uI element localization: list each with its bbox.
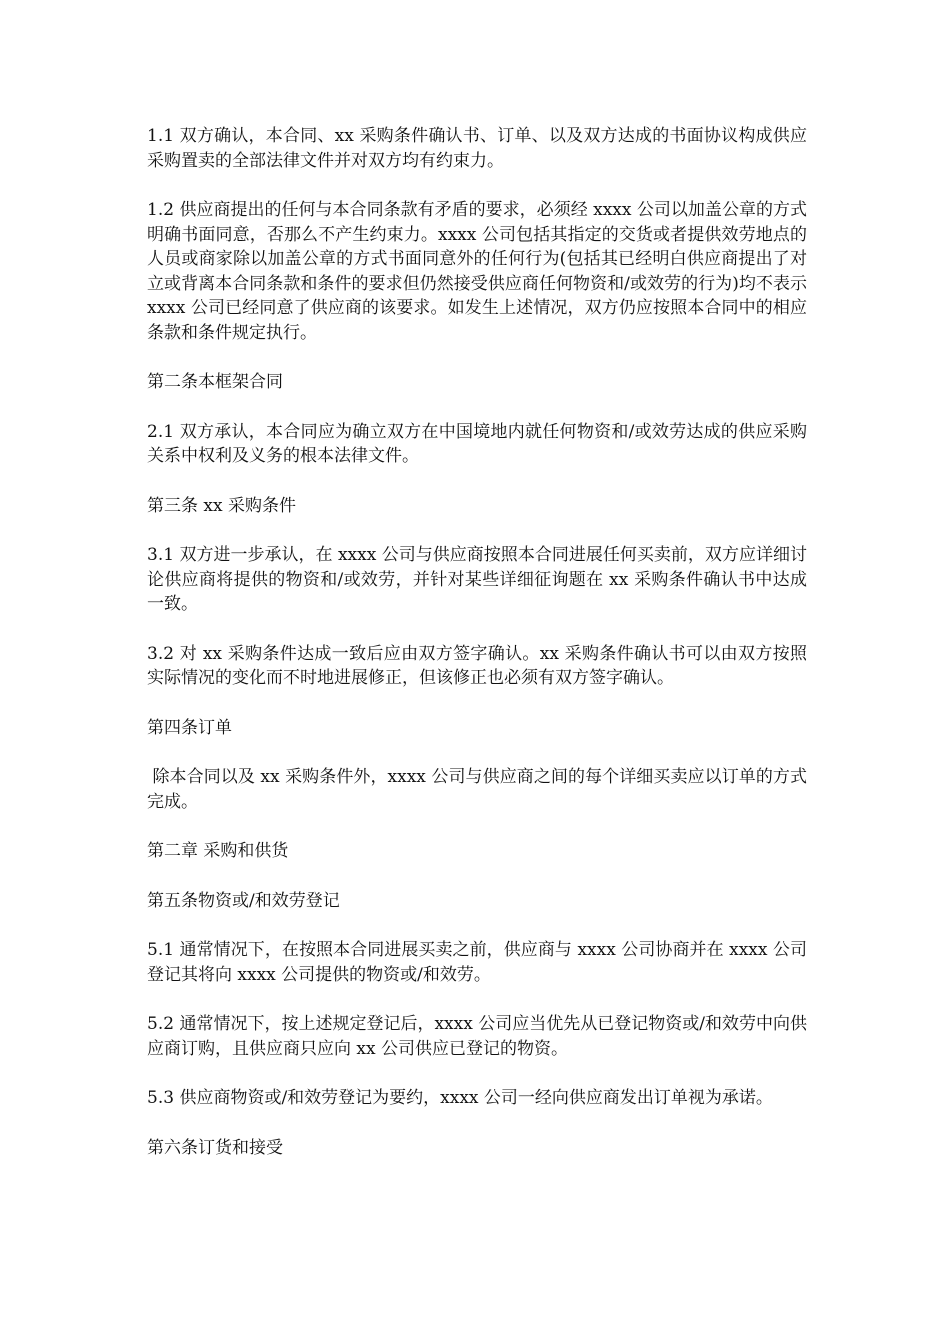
- document-body: [147, 124, 807, 1185]
- article-6-heading: 第六条订货和接受: [147, 1137, 283, 1158]
- clause-3-2: 3.2 对 xx 采购条件达成一致后应由双方签字确认。xx 采购条件确认书可以由双方按照实际情况的变化而不时地进展修正，但该修正也必须有双方签字确认。: [147, 643, 807, 688]
- clause-5-1: 5.1 通常情况下，在按照本合同进展买卖之前，供应商与 xxxx 公司协商并在 xxxx 公司登记其将向 xxxx 公司提供的物资或/和效劳。: [147, 940, 807, 985]
- article-4-heading: 第四条订单: [147, 717, 232, 738]
- clause-3-1: 3.1 双方进一步承认，在 xxxx 公司与供应商按照本合同进展任何买卖前，双方应详细讨论供应商将提供的物资和/或效劳，并针对某些详细征询题在 xx 采购条件确认书中达成一致。: [147, 545, 807, 614]
- article-4-body: 除本合同以及 xx 采购条件外，xxxx 公司与供应商之间的每个详细买卖应以订单的方式完成。: [147, 767, 808, 812]
- clause-2-1: 2.1 双方承认，本合同应为确立双方在中国境地内就任何物资和/或效劳达成的供应采购关系中权利及义务的根本法律文件。: [147, 421, 807, 466]
- clause-5-2: 5.2 通常情况下，按上述规定登记后，xxxx 公司应当优先从已登记物资或/和效劳中向供应商订购，且供应商只应向 xx 公司供应已登记的物资。: [147, 1014, 807, 1059]
- article-3-heading: 第三条 xx 采购条件: [147, 495, 296, 516]
- article-2-heading: 第二条本框架合同: [147, 372, 283, 392]
- clause-1-2: 1.2 供应商提出的任何与本合同条款有矛盾的要求，必须经 xxxx 公司以加盖公章的方式明确书面同意，否那么不产生约束力。xxxx 公司包括其指定的交货或者提供效劳地点的人员或商家除以加盖公章的方式书面同意外的任何行为(包括其已经明白供应商提出了对立或背离本合同条款和条件的要求但仍然接受供应商任何物资和/或效劳的行为)均不表示 xxxx 公司已经同意了供应商的该要求。如发生上述情况，双方仍应按照本合同中的相应条款和条件规定执行。: [147, 200, 807, 343]
- clause-1-1: 1.1 双方确认，本合同、xx 采购条件确认书、订单、以及双方达成的书面协议构成供应采购置卖的全部法律文件并对双方均有约束力。: [147, 126, 807, 171]
- chapter-2-heading: 第二章 采购和供货: [147, 841, 289, 861]
- clause-5-3: 5.3 供应商物资或/和效劳登记为要约，xxxx 公司一经向供应商发出订单视为承诺。: [147, 1088, 773, 1108]
- article-5-heading: 第五条物资或/和效劳登记: [147, 890, 340, 911]
